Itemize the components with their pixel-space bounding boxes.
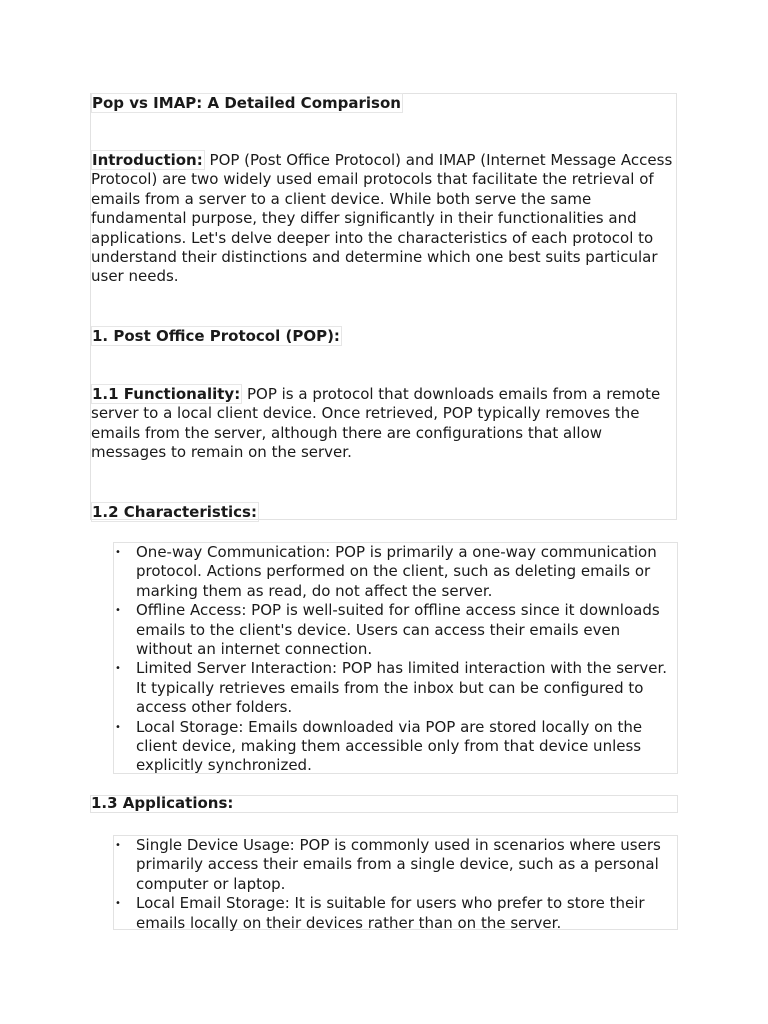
applications-heading-line bbox=[91, 794, 681, 813]
list-item bbox=[114, 836, 677, 894]
document-title: Pop vs IMAP: A Detailed Comparison bbox=[92, 94, 401, 112]
bullet-icon: • bbox=[115, 663, 121, 675]
application-text: Local Email Storage: It is suitable for users who prefer to store their emails locally on their devices rather than on the server. bbox=[136, 894, 645, 932]
bullet-icon: • bbox=[115, 840, 121, 851]
section1-heading: 1. Post Office Protocol (POP): bbox=[92, 327, 340, 345]
intro-text: POP (Post Office Protocol) and IMAP (Internet Message Access Protocol) are two widely used email protocols that facilitate the retrieval of emails from a server to a client device. While both serve the same fundamental purpose, they differ significantly in their functionalities and applications. Let's delve deeper into the characteristics of each protocol to understand their distinctions and determine which one best suits particular user needs. bbox=[91, 151, 673, 286]
bullet-icon: • bbox=[115, 605, 121, 617]
applications-heading: 1.3 Applications: bbox=[91, 794, 234, 812]
list-item bbox=[114, 659, 677, 717]
characteristics-heading: 1.2 Characteristics: bbox=[92, 503, 257, 521]
bullet-icon: • bbox=[115, 898, 121, 910]
list-item bbox=[114, 894, 677, 933]
application-text: Single Device Usage: POP is commonly used in scenarios where users primarily access their emails from a single device, such as a personal computer or laptop. bbox=[136, 836, 661, 893]
characteristic-text: Local Storage: Emails downloaded via POP are stored locally on the client device, making them accessible only from that device unless explicitly synchronized. bbox=[136, 717, 643, 775]
intro-label: Introduction: bbox=[92, 151, 203, 169]
characteristic-text: One-way Communication: POP is primarily a one-way communication protocol. Actions performed on the client, such as deleting emails or marking them as read, do not affect the server. bbox=[136, 543, 657, 600]
functionality-text: POP is a protocol that downloads emails from a remote server to a local client device. Once retrieved, POP typically removes the emails from the server, although there are configurations that allow messages to remain on the server. bbox=[91, 385, 661, 462]
characteristics-heading-line bbox=[91, 502, 681, 522]
applications-list bbox=[113, 835, 678, 930]
document-title-line bbox=[91, 93, 681, 113]
characteristics-list bbox=[113, 542, 678, 774]
functionality-label: 1.1 Functionality: bbox=[92, 385, 241, 403]
section1-heading-line bbox=[91, 326, 681, 346]
bullet-icon: • bbox=[115, 721, 121, 733]
list-item bbox=[114, 718, 677, 776]
functionality-paragraph bbox=[91, 385, 681, 463]
characteristic-text: Limited Server Interaction: POP has limited interaction with the server. It typically retrieves emails from the inbox but can be configured to access other folders. bbox=[136, 659, 668, 717]
characteristic-text: Offline Access: POP is well-suited for offline access since it downloads emails to the client's device. Users can access their emails even without an internet connection. bbox=[136, 601, 660, 659]
list-item bbox=[114, 601, 677, 659]
bullet-icon: • bbox=[115, 547, 121, 558]
intro-paragraph bbox=[91, 151, 681, 287]
list-item bbox=[114, 543, 677, 601]
